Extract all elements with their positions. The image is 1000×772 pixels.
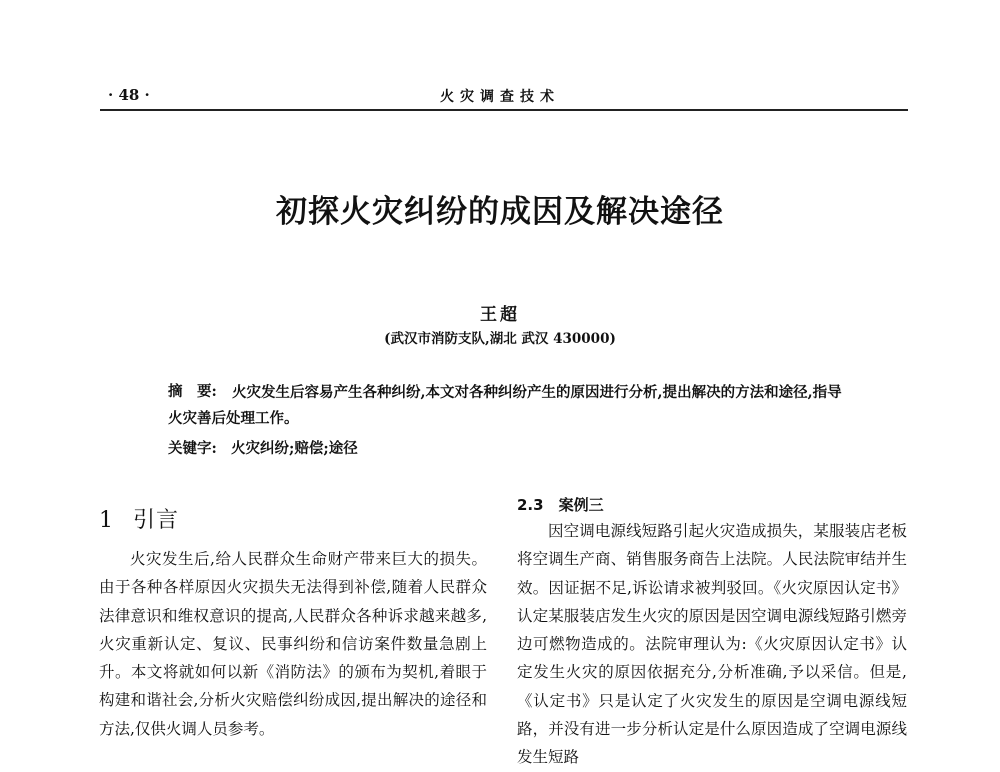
abstract-text: 火灾发生后容易产生各种纠纷,本文对各种纠纷产生的原因进行分析,提出解决的方法和途径,指导火灾善后处理工作。	[168, 384, 842, 427]
author-name: 王超	[480, 305, 520, 325]
section-1-paragraph: 火灾发生后,给人民群众生命财产带来巨大的损失。由于各种各样原因火灾损失无法得到补偿,随着人民群众法律意识和维权意识的提高,人民群众各种诉求越来越多,火灾重新认定、复议、民事纠纷和信访案件数量急剧上升。本文将就如何以新《消防法》的颁布为契机,着眼于构建和谐社会,分析火灾赔偿纠纷成因,提出解决的途径和方法,仅供火调人员参考。	[99, 550, 487, 738]
right-column	[517, 517, 907, 772]
article-title: 初探火灾纠纷的成因及解决途径	[276, 194, 724, 230]
left-column	[99, 545, 487, 743]
abstract-label: 摘 要:	[168, 383, 217, 400]
page-number: · 48 ·	[108, 86, 150, 104]
subsection-2-3-paragraph: 因空调电源线短路引起火灾造成损失，某服装店老板将空调生产商、销售服务商告上法院。人民法院审结并生效。因证据不足,诉讼请求被判驳回。《火灾原因认定书》认定某服装店发生火灾的原因是因空调电源线短路引燃旁边可燃物造成的。法院审理认为:《火灾原因认定书》认定发生火灾的原因依据充分,分析准确,予以采信。但是,《认定书》只是认定了火灾发生的原因是空调电源线短路，并没有进一步分析认定是什么原因造成了空调电源线发生短路	[517, 522, 907, 767]
author-affiliation: (武汉市消防支队,湖北 武汉 430000)	[384, 331, 616, 347]
section-1-number: 1	[99, 508, 114, 533]
subsection-2-3-heading: 2.3 案例三	[517, 496, 604, 514]
section-1-title: 引言	[133, 508, 180, 533]
section-1-heading	[99, 503, 179, 534]
running-header-title: 火灾调查技术	[440, 89, 560, 105]
keywords-label: 关键字:	[168, 440, 217, 457]
header-divider	[100, 109, 908, 111]
keywords-text: 火灾纠纷;赔偿;途径	[231, 440, 358, 457]
